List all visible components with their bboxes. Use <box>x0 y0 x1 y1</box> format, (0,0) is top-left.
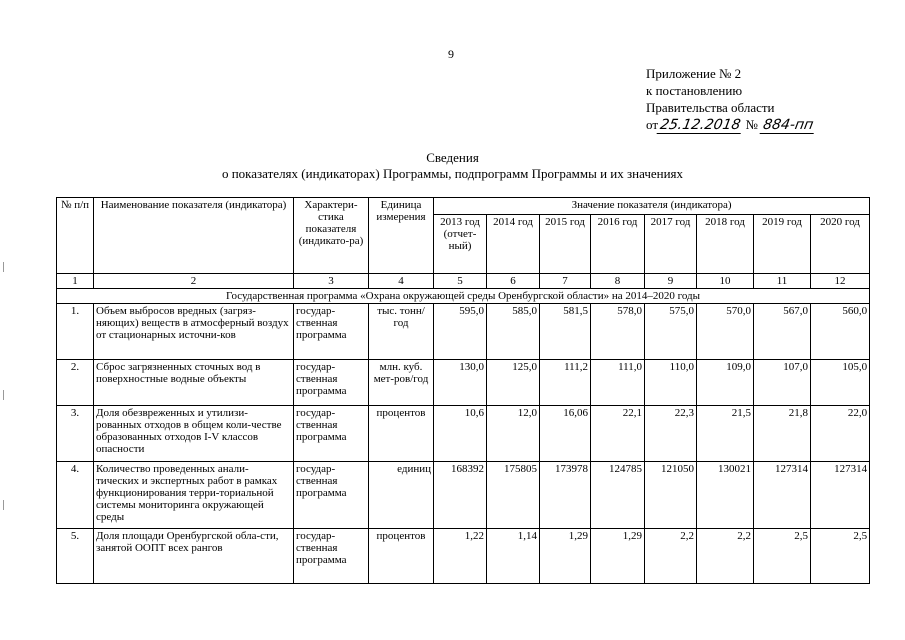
header-num: № п/п <box>57 198 94 274</box>
row-num: 5. <box>57 529 94 584</box>
row-value: 168392 <box>434 462 487 529</box>
from-label: от <box>646 117 659 132</box>
document-title <box>0 150 905 182</box>
table-row <box>57 360 870 406</box>
handwritten-date: 25.12.2018 <box>657 118 744 134</box>
scan-edge-mark <box>3 390 4 400</box>
row-value: 111,2 <box>540 360 591 406</box>
appendix-block <box>646 65 815 134</box>
row-value: 130021 <box>697 462 754 529</box>
row-value: 130,0 <box>434 360 487 406</box>
row-value: 575,0 <box>645 304 697 360</box>
row-value: 2,2 <box>645 529 697 584</box>
column-index-row <box>57 274 870 289</box>
scan-edge-mark <box>3 262 4 272</box>
row-num: 2. <box>57 360 94 406</box>
indicators-table <box>56 197 870 584</box>
column-index: 12 <box>811 274 870 289</box>
row-value: 1,29 <box>591 529 645 584</box>
row-value: 595,0 <box>434 304 487 360</box>
row-characteristic: государ-ственная программа <box>294 406 369 462</box>
column-index: 11 <box>754 274 811 289</box>
row-unit: млн. куб. мет-ров/год <box>369 360 434 406</box>
column-index: 1 <box>57 274 94 289</box>
header-year: 2014 год <box>487 215 540 274</box>
row-value: 124785 <box>591 462 645 529</box>
column-index: 2 <box>94 274 294 289</box>
row-name: Сброс загрязненных сточных вод в поверхностные водные объекты <box>94 360 294 406</box>
row-value: 567,0 <box>754 304 811 360</box>
row-value: 2,5 <box>754 529 811 584</box>
column-index: 6 <box>487 274 540 289</box>
row-num: 3. <box>57 406 94 462</box>
row-value: 581,5 <box>540 304 591 360</box>
table-row <box>57 462 870 529</box>
row-value: 109,0 <box>697 360 754 406</box>
title-line1: Сведения <box>426 150 479 165</box>
column-index: 4 <box>369 274 434 289</box>
row-value: 2,5 <box>811 529 870 584</box>
column-index: 3 <box>294 274 369 289</box>
scan-edge-mark <box>3 500 4 510</box>
header-year: 2016 год <box>591 215 645 274</box>
row-characteristic: государ-ственная программа <box>294 462 369 529</box>
table-row <box>57 304 870 360</box>
title-line2: о показателях (индикаторах) Программы, подпрограмм Программы и их значениях <box>221 166 684 181</box>
column-index: 5 <box>434 274 487 289</box>
row-value: 1,14 <box>487 529 540 584</box>
header-year: 2020 год <box>811 215 870 274</box>
appendix-line3: Правительства области <box>646 100 775 115</box>
table-row <box>57 529 870 584</box>
row-value: 110,0 <box>645 360 697 406</box>
appendix-line1: Приложение № 2 <box>646 66 742 81</box>
row-name: Количество проведенных анали-тических и экспертных работ в рамках функционирования терри-ториальной системы мониторинга окружающей среды <box>94 462 294 529</box>
row-value: 107,0 <box>754 360 811 406</box>
row-characteristic: государ-ственная программа <box>294 360 369 406</box>
row-value: 121050 <box>645 462 697 529</box>
header-row-1 <box>57 198 870 215</box>
header-characteristic: Характери-стика показателя (индикато-ра) <box>294 198 369 274</box>
header-unit: Единица измерения <box>369 198 434 274</box>
row-value: 1,22 <box>434 529 487 584</box>
row-value: 175805 <box>487 462 540 529</box>
header-year: 2013 год (отчет-ный) <box>434 215 487 274</box>
row-unit: единиц <box>369 462 434 529</box>
row-value: 22,3 <box>645 406 697 462</box>
row-value: 111,0 <box>591 360 645 406</box>
row-value: 127314 <box>754 462 811 529</box>
table-row <box>57 406 870 462</box>
row-value: 560,0 <box>811 304 870 360</box>
row-value: 21,5 <box>697 406 754 462</box>
header-year: 2017 год <box>645 215 697 274</box>
row-characteristic: государ-ственная программа <box>294 304 369 360</box>
column-index: 10 <box>697 274 754 289</box>
appendix-line2: к постановлению <box>646 83 743 98</box>
header-year: 2019 год <box>754 215 811 274</box>
row-characteristic: государ-ственная программа <box>294 529 369 584</box>
row-value: 16,06 <box>540 406 591 462</box>
row-name: Доля обезвреженных и утилизи-рованных отходов в общем коли-честве образованных отходов I-V классов опасности <box>94 406 294 462</box>
row-value: 585,0 <box>487 304 540 360</box>
row-value: 173978 <box>540 462 591 529</box>
row-unit: процентов <box>369 529 434 584</box>
column-index: 7 <box>540 274 591 289</box>
row-value: 21,8 <box>754 406 811 462</box>
row-value: 12,0 <box>487 406 540 462</box>
row-name: Объем выбросов вредных (загряз-няющих) веществ в атмосферный воздух от стационарных источни-ков <box>94 304 294 360</box>
row-num: 4. <box>57 462 94 529</box>
row-value: 578,0 <box>591 304 645 360</box>
row-value: 105,0 <box>811 360 870 406</box>
program-title: Государственная программа «Охрана окружающей среды Оренбургской области» на 2014–2020 годы <box>57 289 870 304</box>
column-index: 9 <box>645 274 697 289</box>
row-value: 10,6 <box>434 406 487 462</box>
row-num: 1. <box>57 304 94 360</box>
row-name: Доля площади Оренбургской обла-сти, занятой ООПТ всех рангов <box>94 529 294 584</box>
row-value: 22,0 <box>811 406 870 462</box>
handwritten-number: 884-пп <box>760 118 817 134</box>
page-number: 9 <box>448 47 454 61</box>
header-year: 2018 год <box>697 215 754 274</box>
row-unit: процентов <box>369 406 434 462</box>
header-value-group: Значение показателя (индикатора) <box>434 198 870 215</box>
program-title-row <box>57 289 870 304</box>
row-value: 570,0 <box>697 304 754 360</box>
header-name: Наименование показателя (индикатора) <box>94 198 294 274</box>
column-index: 8 <box>591 274 645 289</box>
row-value: 22,1 <box>591 406 645 462</box>
row-value: 2,2 <box>697 529 754 584</box>
row-unit: тыс. тонн/год <box>369 304 434 360</box>
row-value: 125,0 <box>487 360 540 406</box>
row-value: 1,29 <box>540 529 591 584</box>
appendix-date-line <box>646 116 815 134</box>
number-label: № <box>745 117 758 132</box>
header-year: 2015 год <box>540 215 591 274</box>
row-value: 127314 <box>811 462 870 529</box>
